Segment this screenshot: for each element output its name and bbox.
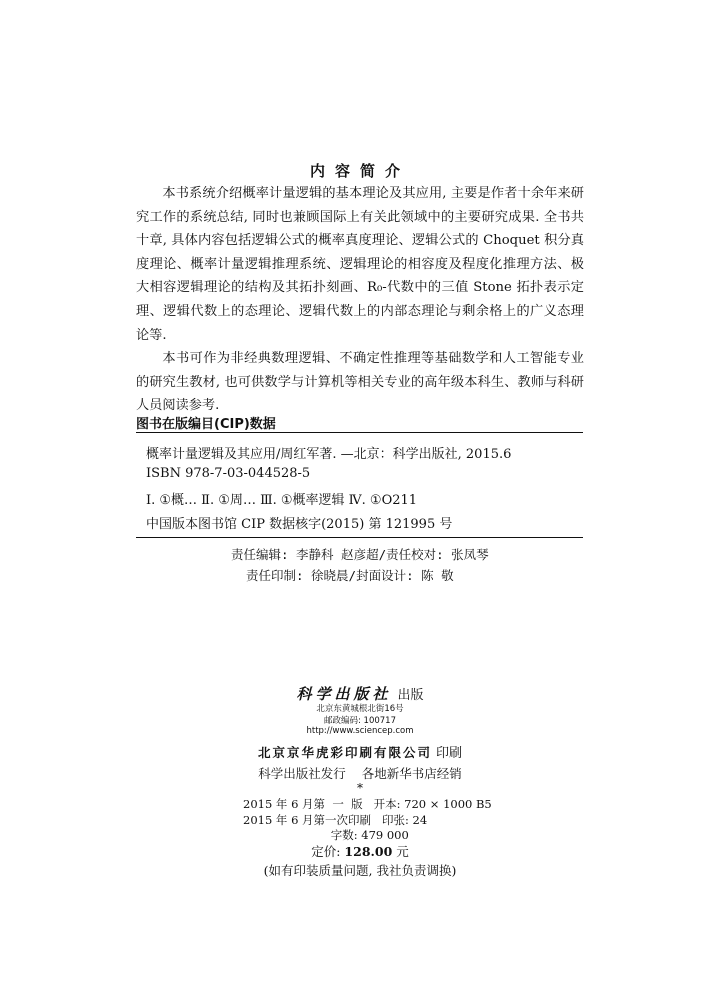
price-amount: 128.00 [344, 844, 393, 859]
printer-line [0, 742, 720, 761]
cip-line-isbn: ISBN 978-7-03-044528-5 [146, 466, 311, 481]
credits-production: 责任印制: 徐晓晨/封面设计: 陈 敬 [246, 568, 454, 583]
cip-top-rule [136, 432, 583, 433]
cip-line-classification: Ⅰ. ①概… Ⅱ. ①周… Ⅲ. ①概率逻辑 Ⅳ. ①O211 [146, 493, 418, 508]
intro-title: 内容简介 [309, 162, 410, 180]
price-line [0, 842, 720, 860]
publisher-address: 北京东黄城根北街16号 [316, 704, 404, 714]
cip-line-record-number: 中国版本图书馆 CIP 数据核字(2015) 第 121995 号 [146, 517, 453, 532]
publisher-line [0, 683, 720, 704]
edition-line-3: 字数: 479 000 [243, 828, 409, 842]
credits-editors: 责任编辑: 李静科 赵彦超/责任校对: 张凤琴 [231, 547, 489, 562]
printer-suffix: 印刷 [436, 746, 463, 761]
cip-bottom-rule [136, 537, 583, 538]
intro-paragraph-2: 本书可作为非经典数理逻辑、不确定性推理等基础数学和人工智能专业的研究生教材, 也可供数学与计算机等相关专业的高年级本科生、教师与科研人员阅读参考. [136, 351, 584, 414]
cip-title: 图书在版编目(CIP)数据 [136, 417, 276, 432]
price-unit: 元 [392, 844, 409, 859]
cip-line-title: 概率计量逻辑及其应用/周红军著. —北京：科学出版社, 2015.6 [146, 447, 512, 462]
quality-notice: (如有印装质量问题, 我社负责调换) [263, 863, 457, 878]
publisher-suffix: 出版 [397, 688, 424, 703]
printer-name: 北京京华虎彩印刷有限公司 [257, 745, 432, 760]
publisher-postcode: 邮政编码: 100717 [323, 716, 396, 726]
distribution-line: 科学出版社发行 各地新华书店经销 [258, 766, 462, 781]
separator-star: * [357, 781, 363, 795]
publisher-website: http://www.sciencep.com [306, 726, 414, 736]
edition-line-1: 2015 年 6 月第 一 版 开本: 720 × 1000 B5 [243, 797, 492, 811]
price-label: 定价: [311, 844, 345, 859]
edition-line-2: 2015 年 6 月第一次印刷 印张: 24 [243, 813, 428, 827]
intro-paragraph-1: 本书系统介绍概率计量逻辑的基本理论及其应用, 主要是作者十余年来研究工作的系统总结, 同时也兼顾国际上有关此领域中的主要研究成果. 全书共十章, 具体内容包括逻辑公式的概率真度理论、逻辑公式的 Choquet 积分真度理论、概率计量逻辑推理系统、逻辑理论的相容度及程度化推理方法、极大相容逻辑理论的结构及其拓扑刻画、R₀-代数中的三值 Stone 拓扑表示定理、逻辑代数上的态理论、逻辑代数上的内部态理论与剩余格上的广义态理论等. [136, 186, 584, 343]
publisher-logo: 科学出版社 [296, 685, 392, 703]
intro-text [136, 182, 584, 418]
